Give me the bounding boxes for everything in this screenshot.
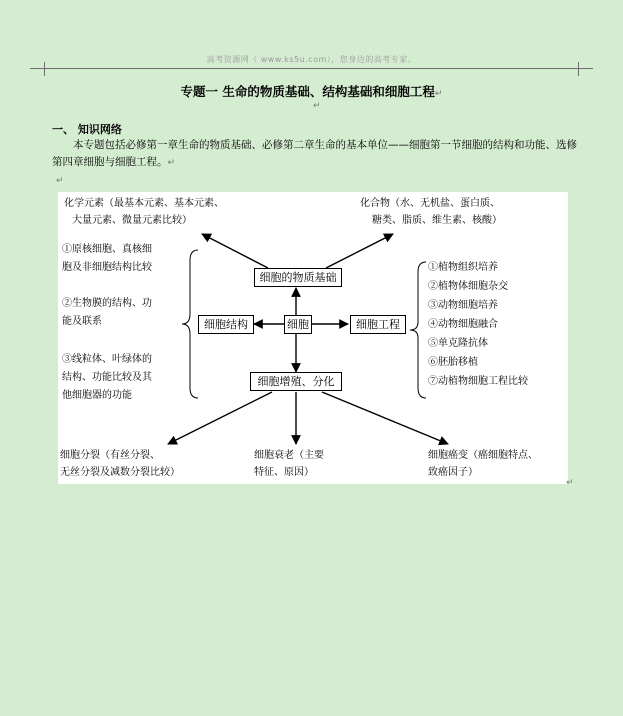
arrow-top-to-compounds <box>326 234 393 268</box>
paragraph-mark: ↵ <box>434 89 443 99</box>
right-item: ②植物体细胞杂交 <box>428 281 508 292</box>
document-title-text: 专题一 生命的物质基础、结构基础和细胞工程 <box>180 84 435 99</box>
diagram-connectors <box>58 192 568 484</box>
left-item-line: 结构、功能比较及其 <box>62 372 152 383</box>
top-left-note-line: 化学元素（最基本元素、基本元素、 <box>64 198 224 209</box>
right-item: ④动物细胞融合 <box>428 319 498 330</box>
bottom-right-note-line: 致癌因子） <box>428 467 478 478</box>
top-left-note-line: 大量元素、微量元素比较） <box>72 215 192 226</box>
left-brace <box>182 250 198 398</box>
intro-text: 本专题包括必修第一章生命的物质基础、必修第二章生命的基本单位——细胞第一节细胞的结构和功能、选修第四章细胞与细胞工程。 <box>52 139 577 168</box>
left-item-line: 他细胞器的功能 <box>62 390 132 401</box>
bottom-mid-note-line: 特征、原因） <box>254 467 314 478</box>
top-right-note-line: 化合物（水、无机盐、蛋白质、 <box>360 198 500 209</box>
right-item: ③动物细胞培养 <box>428 300 498 311</box>
right-item: ⑤单克隆抗体 <box>428 338 488 349</box>
node-cell-structure: 细胞结构 <box>198 315 254 334</box>
arrow-bottom-to-cancer <box>322 392 448 444</box>
left-item-line: ②生物膜的结构、功 <box>62 298 152 309</box>
node-material-basis: 细胞的物质基础 <box>254 268 342 287</box>
paragraph-mark: ↵ <box>313 101 321 111</box>
left-item-line: 胞及非细胞结构比较 <box>62 262 152 273</box>
top-right-note-line: 糖类、脂质、维生素、核酸） <box>372 215 502 226</box>
bottom-mid-note-line: 细胞衰老（主要 <box>254 450 324 461</box>
node-cell-engineering: 细胞工程 <box>350 315 406 334</box>
node-proliferation-differentiation: 细胞增殖、分化 <box>250 372 342 391</box>
arrow-bottom-to-division <box>168 392 272 444</box>
right-brace <box>410 262 426 398</box>
page-header: 高考资源网（ www.ks5u.com），您身边的高考专家。 <box>206 55 417 64</box>
node-cell: 细胞 <box>284 315 312 334</box>
right-item: ①植物组织培养 <box>428 262 498 273</box>
margin-corner-left <box>44 62 45 76</box>
intro-paragraph <box>52 137 582 172</box>
arrow-top-to-elements <box>202 234 268 268</box>
margin-corner-right <box>578 62 579 76</box>
bottom-left-note-line: 无丝分裂及减数分裂比较） <box>60 467 180 478</box>
section-heading: 一、 知识网络 <box>52 123 122 136</box>
bottom-right-note-line: 细胞癌变（癌细胞特点、 <box>428 450 538 461</box>
paragraph-mark: ↵ <box>566 478 574 488</box>
knowledge-network-diagram <box>58 192 568 484</box>
document-title <box>0 82 623 100</box>
paragraph-mark: ↵ <box>56 176 64 186</box>
right-item: ⑦动植物细胞工程比较 <box>428 376 528 387</box>
paragraph-mark: ↵ <box>167 158 176 168</box>
left-item-line: 能及联系 <box>62 316 102 327</box>
left-item-line: ③线粒体、叶绿体的 <box>62 354 152 365</box>
header-rule <box>30 68 593 69</box>
bottom-left-note-line: 细胞分裂（有丝分裂、 <box>60 450 160 461</box>
right-item: ⑥胚胎移植 <box>428 357 478 368</box>
left-item-line: ①原核细胞、真核细 <box>62 244 152 255</box>
